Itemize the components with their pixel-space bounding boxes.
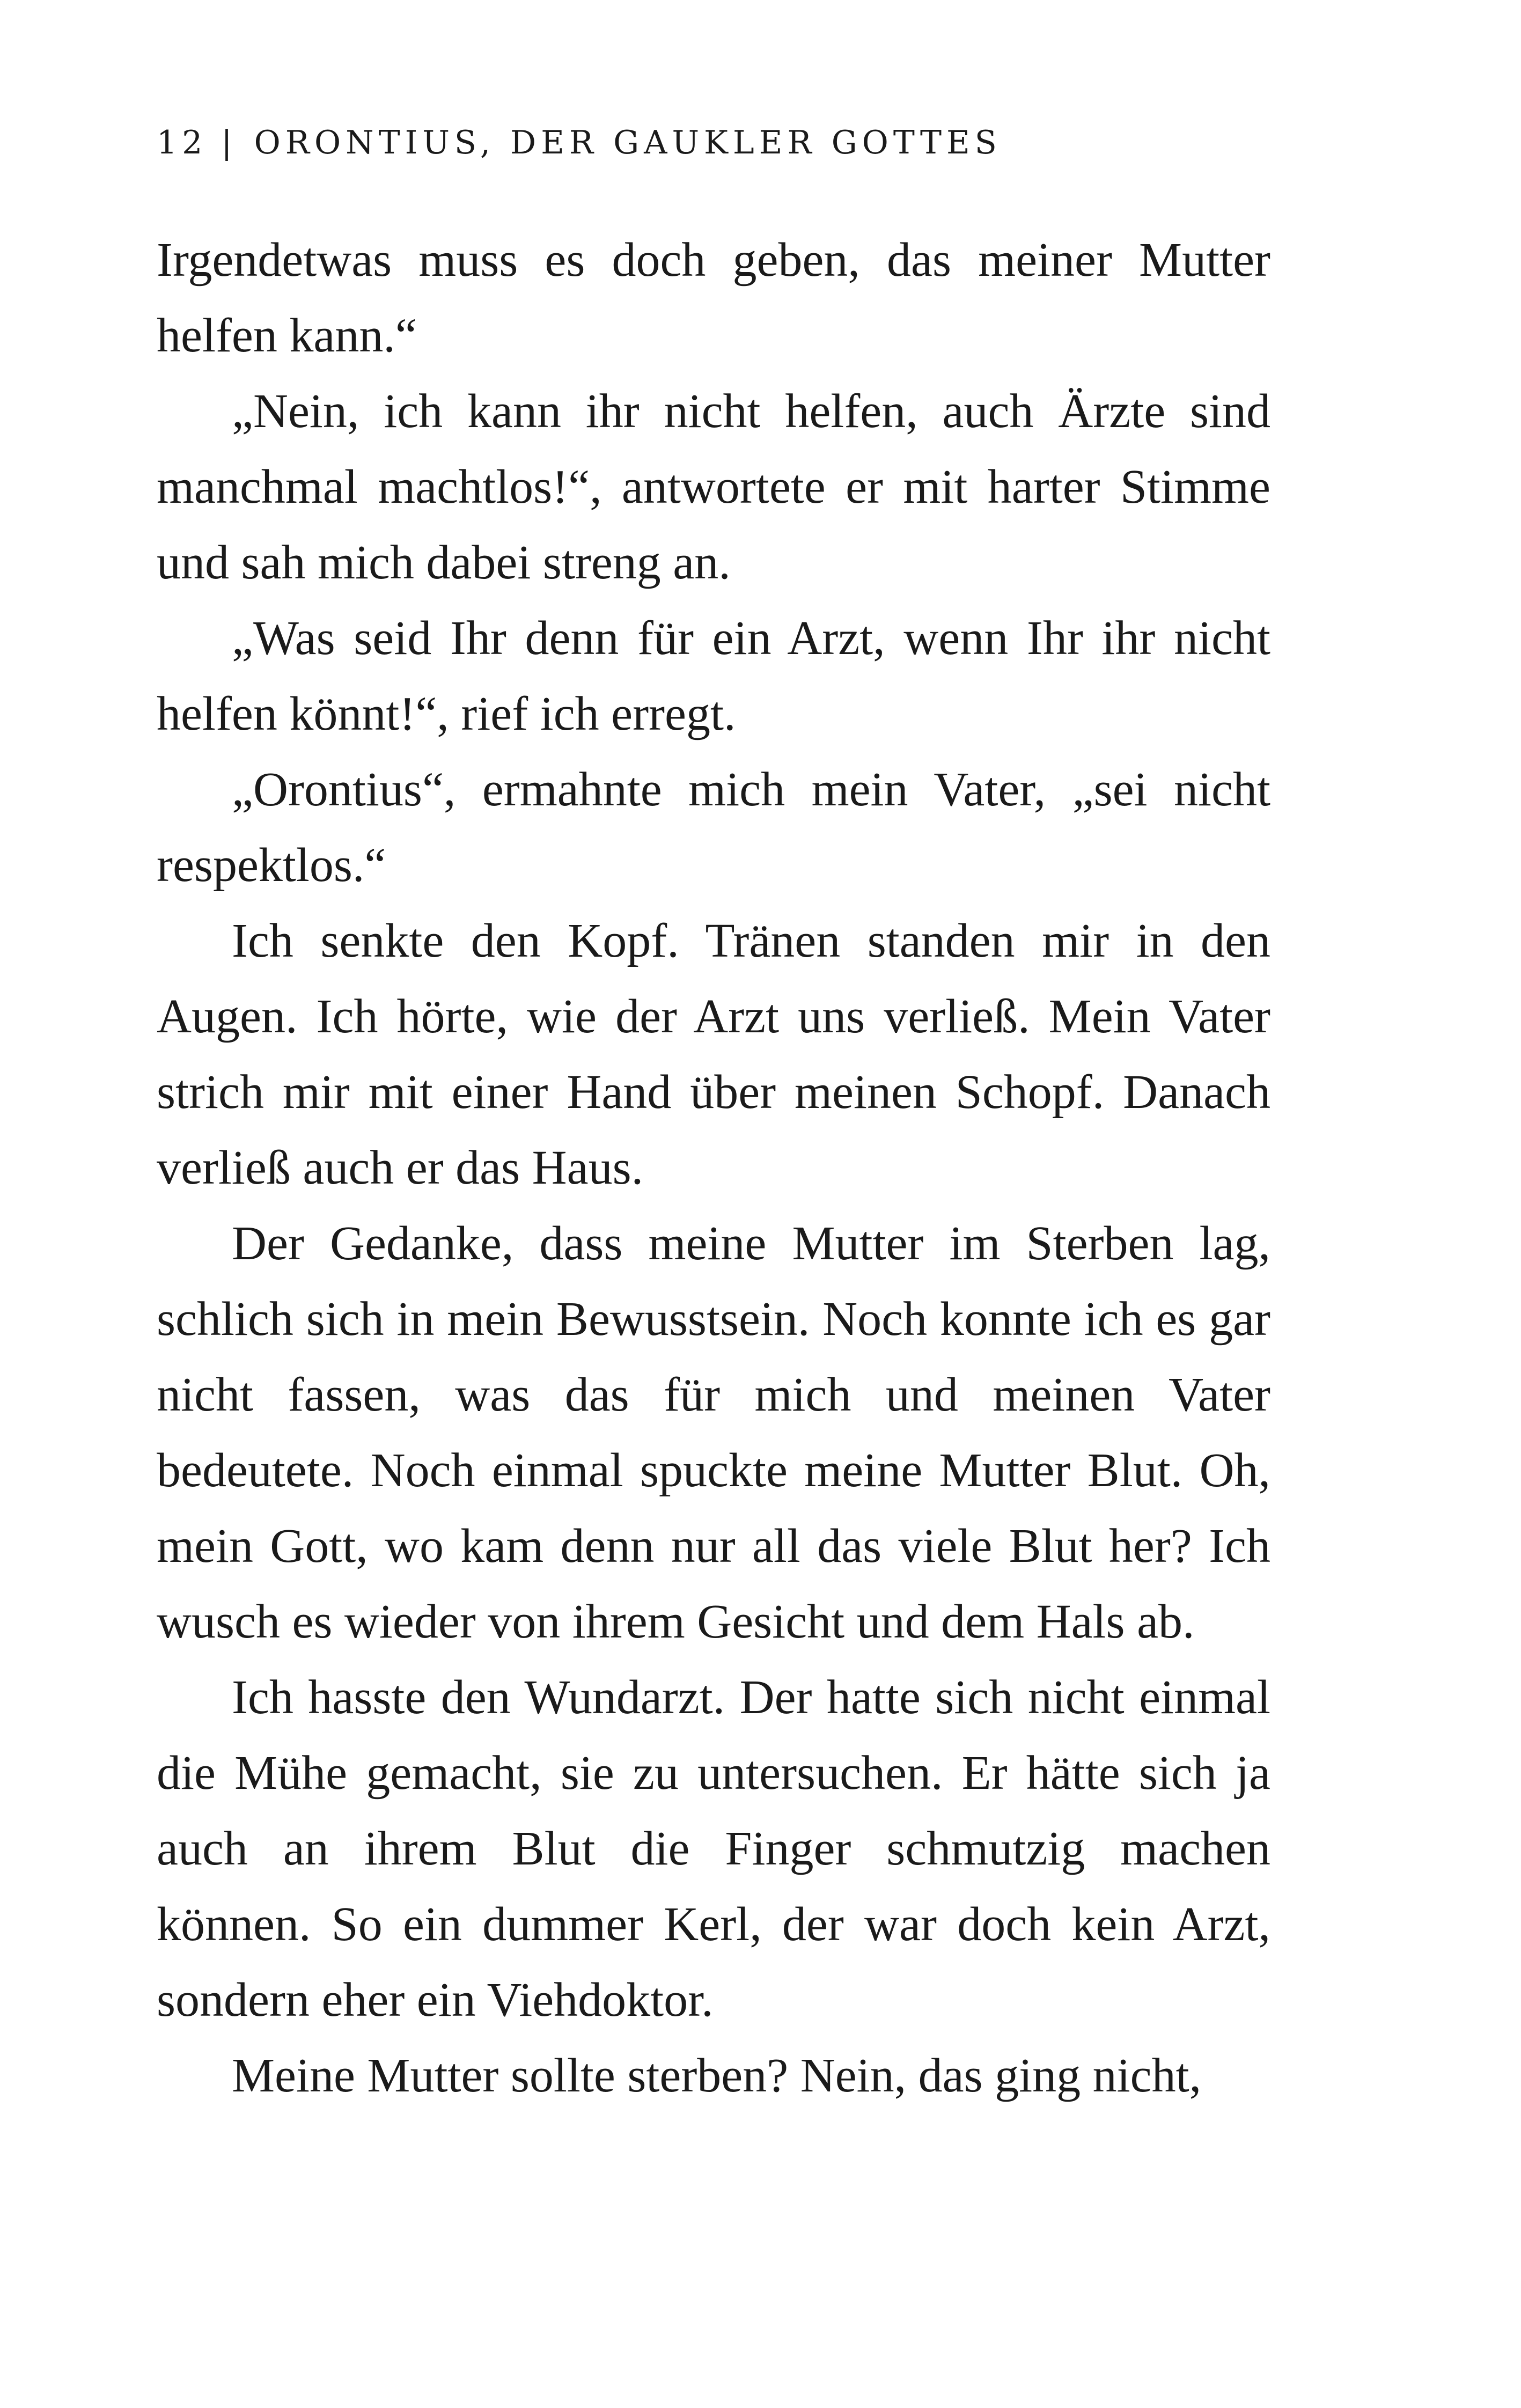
paragraph: Meine Mutter sollte sterben? Nein, das ging nicht,	[232, 2049, 1202, 2102]
paragraph: „Nein, ich kann ihr nicht helfen, auch Ärzte sind manchmal machtlos!“, antwortete er mit harter Stimme und sah mich dabei streng an.	[157, 385, 1270, 589]
paragraph: Der Gedanke, dass meine Mutter im Sterben lag, schlich sich in mein Bewusstsein. Noch konnte ich es gar nicht fassen, was das für mich und meinen Vater bedeutete. Noch einmal spuckte meine Mutter Blut. Oh, mein Gott, wo kam denn nur all das viele Blut her? Ich wusch es wieder von ihrem Gesicht und dem Hals ab.	[157, 1217, 1270, 1648]
paragraph: Ich senkte den Kopf. Tränen standen mir in den Augen. Ich hörte, wie der Arzt uns verließ. Mein Vater strich mir mit einer Hand über meinen Schopf. Danach verließ auch er das Haus.	[157, 914, 1270, 1194]
running-head	[157, 121, 1283, 164]
body-text	[157, 222, 1270, 2113]
book-title: ORONTIUS, DER GAUKLER GOTTES	[254, 124, 1002, 161]
page-number: 12	[157, 124, 208, 161]
paragraph: Irgendetwas muss es doch geben, das meiner Mutter helfen kann.“	[157, 233, 1270, 362]
paragraph: „Orontius“, ermahnte mich mein Vater, „sei nicht respektlos.“	[157, 763, 1270, 892]
paragraph: „Was seid Ihr denn für ein Arzt, wenn Ihr ihr nicht helfen könnt!“, rief ich erregt.	[157, 612, 1270, 740]
header-separator: |	[221, 124, 237, 161]
paragraph: Ich hasste den Wundarzt. Der hatte sich nicht einmal die Mühe gemacht, sie zu untersuchen. Er hätte sich ja auch an ihrem Blut die Finger schmutzig machen können. So ein dummer Kerl, der war doch kein Arzt, sondern eher ein Viehdoktor.	[157, 1671, 1270, 2027]
